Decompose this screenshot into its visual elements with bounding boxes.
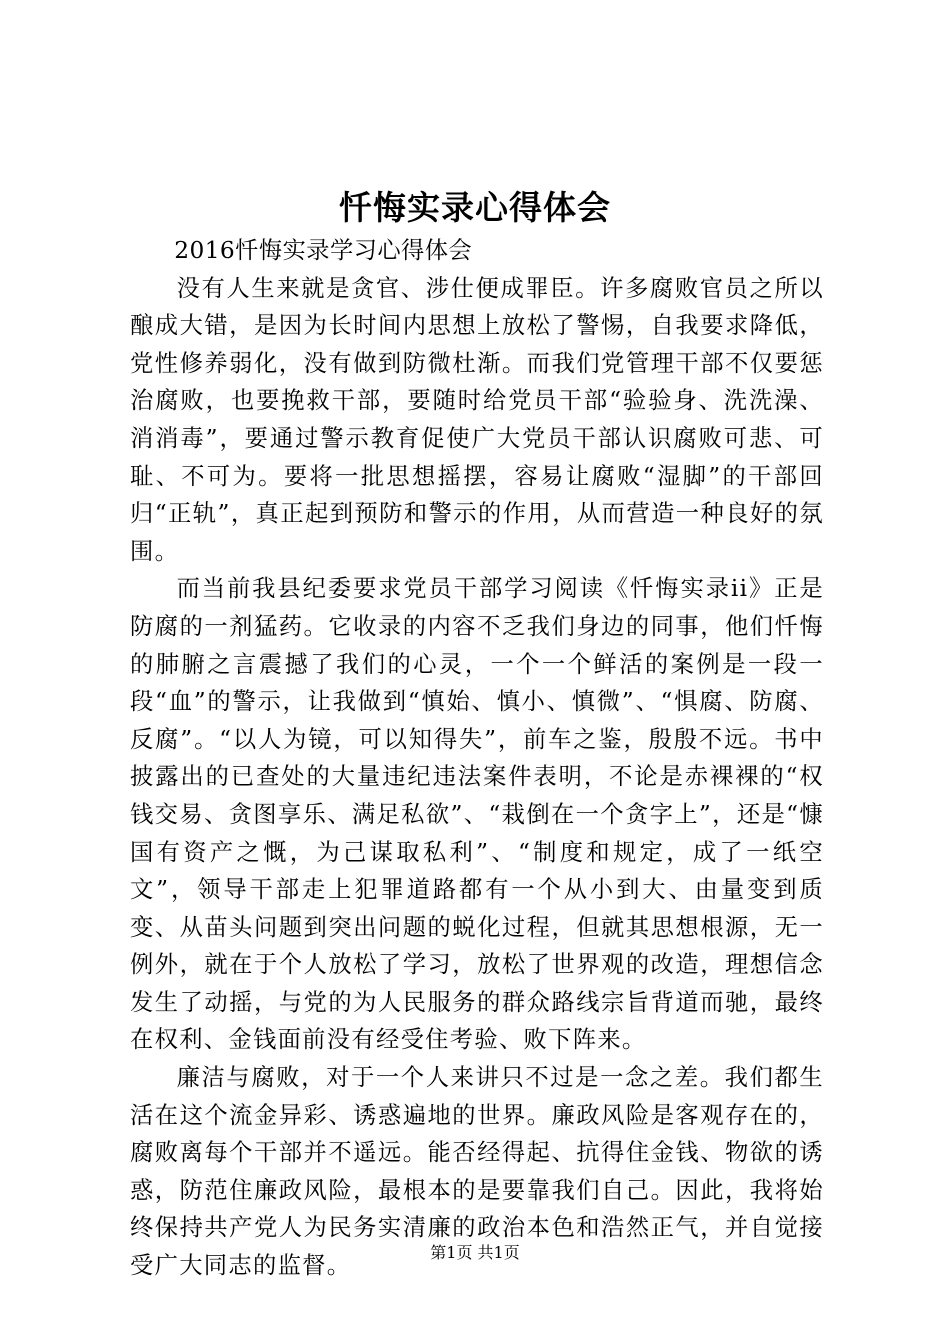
- body-paragraph: 没有人生来就是贪官、涉仕便成罪臣。许多腐败官员之所以酿成大错，是因为长时间内思想上放松了警惕，自我要求降低，党性修养弱化，没有做到防微杜渐。而我们党管理干部不仅要惩治腐败，也要挽救干部，要随时给党员干部“验验身、洗洗澡、消消毒”，要通过警示教育促使广大党员干部认识腐败可悲、可耻、不可为。要将一批思想摇摆，容易让腐败“湿脚”的干部回归“正轨”，真正起到预防和警示的作用，从而营造一种良好的氛围。: [130, 274, 824, 565]
- document-subtitle: 2016忏悔实录学习心得体会: [174, 237, 473, 264]
- document-body: [130, 232, 824, 1285]
- page-number-footer: 第1页 共1页: [430, 1243, 520, 1262]
- body-paragraph: 而当前我县纪委要求党员干部学习阅读《忏悔实录ii》正是防腐的一剂猛药。它收录的内容不乏我们身边的同事，他们忏悔的肺腑之言震撼了我们的心灵，一个一个鲜活的案例是一段一段“血”的警示，让我做到“慎始、慎小、慎微”、“惧腐、防腐、反腐”。“以人为镜，可以知得失”，前车之鉴，殷殷不远。书中披露出的已查处的大量违纪违法案件表明，不论是赤裸裸的“权钱交易、贪图享乐、满足私欲”、“栽倒在一个贪字上”，还是“慷国有资产之慨，为己谋取私利”、“制度和规定，成了一纸空文”，领导干部走上犯罪道路都有一个从小到大、由量变到质变、从苗头问题到突出问题的蜕化过程，但就其思想根源，无一例外，就在于个人放松了学习，放松了世界观的改造，理想信念发生了动摇，与党的为人民服务的群众路线宗旨背道而驰，最终在权利、金钱面前没有经受住考验、败下阵来。: [130, 575, 824, 1054]
- document-title: 忏悔实录心得体会: [339, 188, 611, 227]
- body-paragraph: 廉洁与腐败，对于一个人来讲只不过是一念之差。我们都生活在这个流金异彩、诱惑遍地的世界。廉政风险是客观存在的，腐败离每个干部并不遥远。能否经得起、抗得住金钱、物欲的诱惑，防范住廉政风险，最根本的是要靠我们自己。因此，我将始终保持共产党人为民务实清廉的政治本色和浩然正气，并自觉接受广大同志的监督。: [130, 1064, 824, 1280]
